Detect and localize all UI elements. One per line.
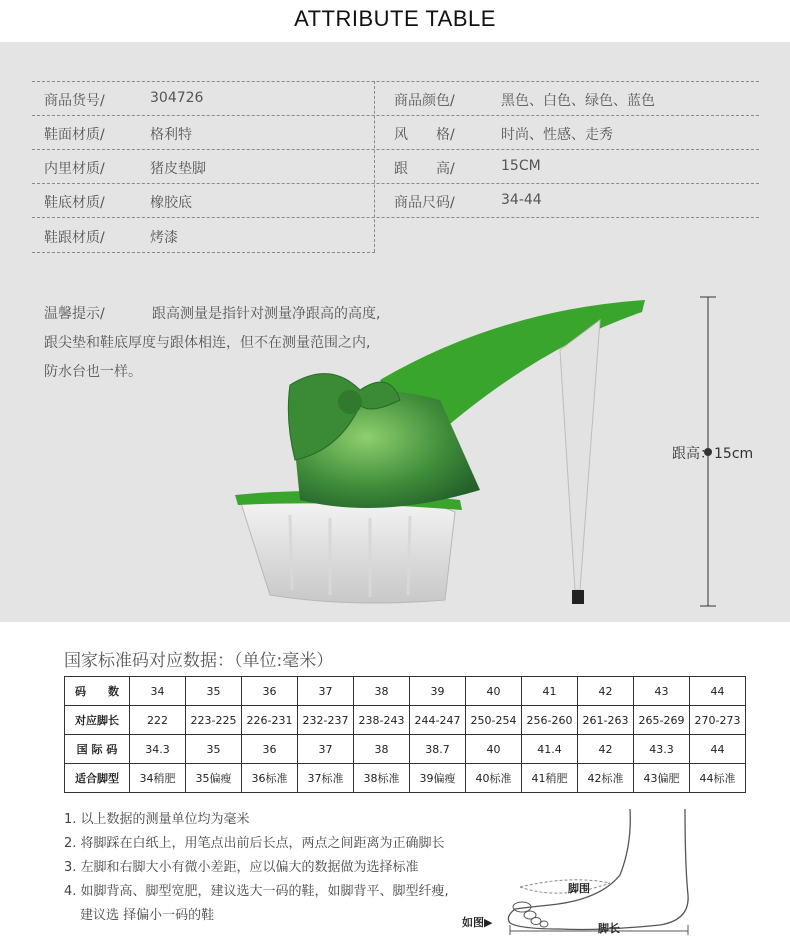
size-cell: 38: [354, 677, 410, 706]
size-cell: 222: [130, 706, 186, 735]
size-row-header: 适合脚型: [65, 764, 130, 793]
attr-label: 商品货号/: [44, 93, 105, 109]
attr-value: 304726: [150, 90, 204, 106]
attr-value: 34-44: [501, 192, 542, 208]
size-cell: 43: [634, 677, 690, 706]
tip-line: 跟尖垫和鞋底厚度与跟体相连，但不在测量范围之内,: [44, 335, 371, 351]
size-cell: 238-243: [354, 706, 410, 735]
size-row-header: 国 际 码: [65, 735, 130, 764]
attr-label: 跟 高/: [394, 161, 455, 177]
size-cell: 41稍肥: [522, 764, 578, 793]
attr-value: 猪皮垫脚: [150, 161, 206, 177]
attr-value: 时尚、性感、走秀: [501, 127, 613, 143]
foot-diagram: [460, 805, 700, 940]
attr-label: 鞋面材质/: [44, 127, 105, 143]
size-cell: 43.3: [634, 735, 690, 764]
divider: [32, 217, 759, 218]
size-cell: 44标准: [690, 764, 746, 793]
size-table-title: 国家标准码对应数据：（单位:毫米）: [64, 651, 334, 671]
divider: [32, 115, 759, 116]
divider: [32, 183, 759, 184]
size-notes: [64, 808, 449, 928]
size-row: [65, 764, 746, 793]
attr-value: 格利特: [150, 127, 192, 143]
size-cell: 37: [298, 677, 354, 706]
size-cell: 39偏瘦: [410, 764, 466, 793]
note-item: 4. 如脚背高、脚型宽肥，建议选大一码的鞋，如脚背平、脚型纤瘦,: [64, 884, 449, 899]
size-cell: 40: [466, 735, 522, 764]
size-cell: 34稍肥: [130, 764, 186, 793]
divider: [32, 149, 759, 150]
size-cell: 41.4: [522, 735, 578, 764]
size-cell: 35: [186, 677, 242, 706]
attr-label: 内里材质/: [44, 161, 105, 177]
size-cell: 42: [578, 677, 634, 706]
tip-line: 防水台也一样。: [44, 364, 142, 380]
size-row-header: 对应脚长: [65, 706, 130, 735]
size-cell: 34.3: [130, 735, 186, 764]
attr-label: 风 格/: [394, 127, 455, 143]
example-label: 如图▶: [462, 916, 493, 929]
size-cell: 40: [466, 677, 522, 706]
attr-value: 15CM: [501, 158, 541, 174]
size-cell: 35: [186, 735, 242, 764]
attr-label: 商品尺码/: [394, 195, 455, 211]
size-cell: 42: [578, 735, 634, 764]
size-cell: 36: [242, 735, 298, 764]
size-cell: 40标准: [466, 764, 522, 793]
size-cell: 261-263: [578, 706, 634, 735]
heel-height-label: 跟高：15cm: [672, 446, 754, 462]
size-cell: 270-273: [690, 706, 746, 735]
note-item: 2. 将脚踩在白纸上，用笔点出前后长点，两点之间距离为正确脚长: [64, 836, 445, 851]
tip-label: 温馨提示/: [44, 306, 105, 322]
size-cell: 41: [522, 677, 578, 706]
size-cell: 39: [410, 677, 466, 706]
size-table: [64, 676, 746, 793]
size-cell: 35偏瘦: [186, 764, 242, 793]
size-row: [65, 706, 746, 735]
divider: [32, 252, 375, 253]
shoe-image: [230, 290, 650, 620]
size-cell: 244-247: [410, 706, 466, 735]
attr-label: 鞋底材质/: [44, 195, 105, 211]
size-cell: 223-225: [186, 706, 242, 735]
page-title: ATTRIBUTE TABLE: [294, 6, 496, 31]
size-cell: 232-237: [298, 706, 354, 735]
attr-label: 商品颜色/: [394, 93, 455, 109]
size-cell: 43偏肥: [634, 764, 690, 793]
page-header: [0, 0, 790, 42]
size-cell: 37标准: [298, 764, 354, 793]
size-cell: 36: [242, 677, 298, 706]
divider: [32, 81, 759, 82]
note-item: 3. 左脚和右脚大小有微小差距，应以偏大的数据做为选择标准: [64, 860, 419, 875]
size-cell: 42标准: [578, 764, 634, 793]
size-cell: 265-269: [634, 706, 690, 735]
size-cell: 44: [690, 677, 746, 706]
note-item: 1. 以上数据的测量单位均为毫米: [64, 812, 250, 827]
size-cell: 37: [298, 735, 354, 764]
size-cell: 34: [130, 677, 186, 706]
size-cell: 36标准: [242, 764, 298, 793]
size-cell: 256-260: [522, 706, 578, 735]
size-row: [65, 677, 746, 706]
attr-value: 烤漆: [150, 230, 178, 246]
tip-line: 跟高测量是指针对测量净跟高的高度,: [152, 306, 381, 322]
attr-value: 橡胶底: [150, 195, 192, 211]
size-cell: 38.7: [410, 735, 466, 764]
note-item: 建议选 择偏小一码的鞋: [80, 908, 215, 923]
foot-length-label: 脚长: [598, 922, 620, 935]
size-cell: 38: [354, 735, 410, 764]
foot-girth-label: 脚围: [568, 882, 590, 895]
size-cell: 44: [690, 735, 746, 764]
size-row: [65, 735, 746, 764]
size-cell: 250-254: [466, 706, 522, 735]
size-row-header: 码 数: [65, 677, 130, 706]
attr-value: 黑色、白色、绿色、蓝色: [501, 93, 655, 109]
size-cell: 226-231: [242, 706, 298, 735]
attr-label: 鞋跟材质/: [44, 230, 105, 246]
divider: [374, 81, 375, 252]
size-cell: 38标准: [354, 764, 410, 793]
